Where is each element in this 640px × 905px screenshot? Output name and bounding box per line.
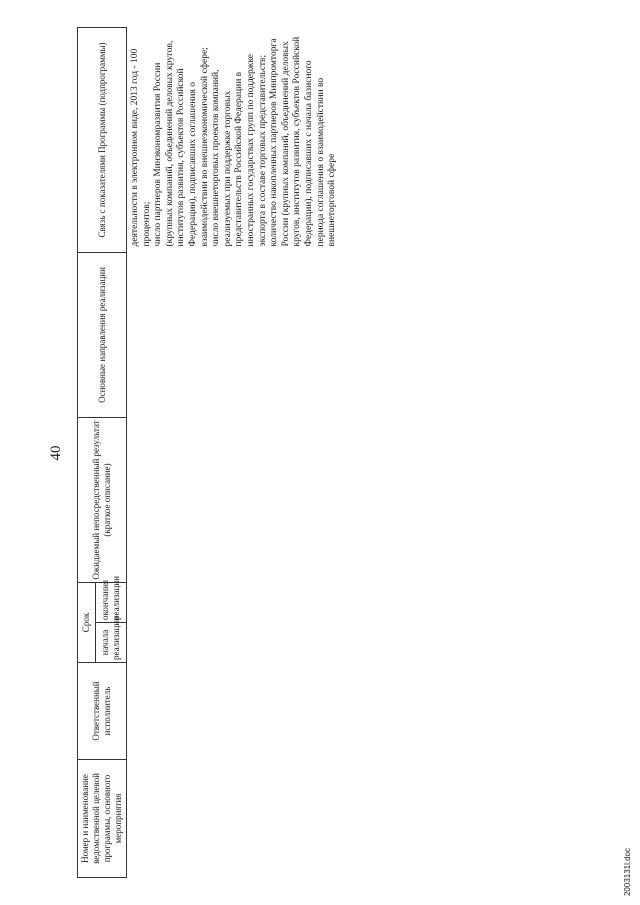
empty-cell <box>127 252 556 417</box>
table-row <box>127 27 556 877</box>
footer-filename: 2003131l.doc <box>623 847 632 897</box>
header-indicators-link: Связь с показателями Программы (подпрограммы) <box>78 27 127 252</box>
indicators-text-cell: деятельности в электронном виде, 2013 год - 100 процентов; число партнеров Минэкономразвития России (крупных компаний, объединений деловых кругов, институтов развития, субъектов Российской Федерации), подписавших соглашения о взаимодействии во внешнеэкономической сфере; число внешнеторговых проектов компаний, реализуемых при поддержке торговых представительств Российской Федерации в иностранных государствах групп по поддержке экспорта в составе торговых представительств; количество накопленных партнеров Минпромторга России (крупных компаний, объединений деловых кругов, институтов развития, субъектов Российской Федерации), подписавших с начала базисного периода соглашения о взаимодействии во внешнеторговой сфере <box>130 36 338 247</box>
page-number: 40 <box>48 445 64 461</box>
rotated-page-content <box>77 28 572 878</box>
empty-cell <box>127 760 556 878</box>
header-term-start: начала реализации <box>96 623 127 663</box>
header-expected-result: Ожидаемый непосредственный результат (краткое описание) <box>78 417 127 582</box>
empty-cell <box>127 663 556 760</box>
header-term-end: окончания реализации <box>96 582 127 622</box>
empty-cell <box>127 582 556 622</box>
empty-cell <box>127 623 556 663</box>
program-table <box>77 27 555 878</box>
header-main-directions: Основные направления реализации <box>78 252 127 417</box>
header-term: Срок <box>78 582 96 662</box>
empty-cell <box>127 417 556 582</box>
header-program-number: Номер и наименование ведомственной целевой программы, основного мероприятия <box>78 760 127 878</box>
header-executor: Ответственный исполнитель <box>78 663 127 760</box>
